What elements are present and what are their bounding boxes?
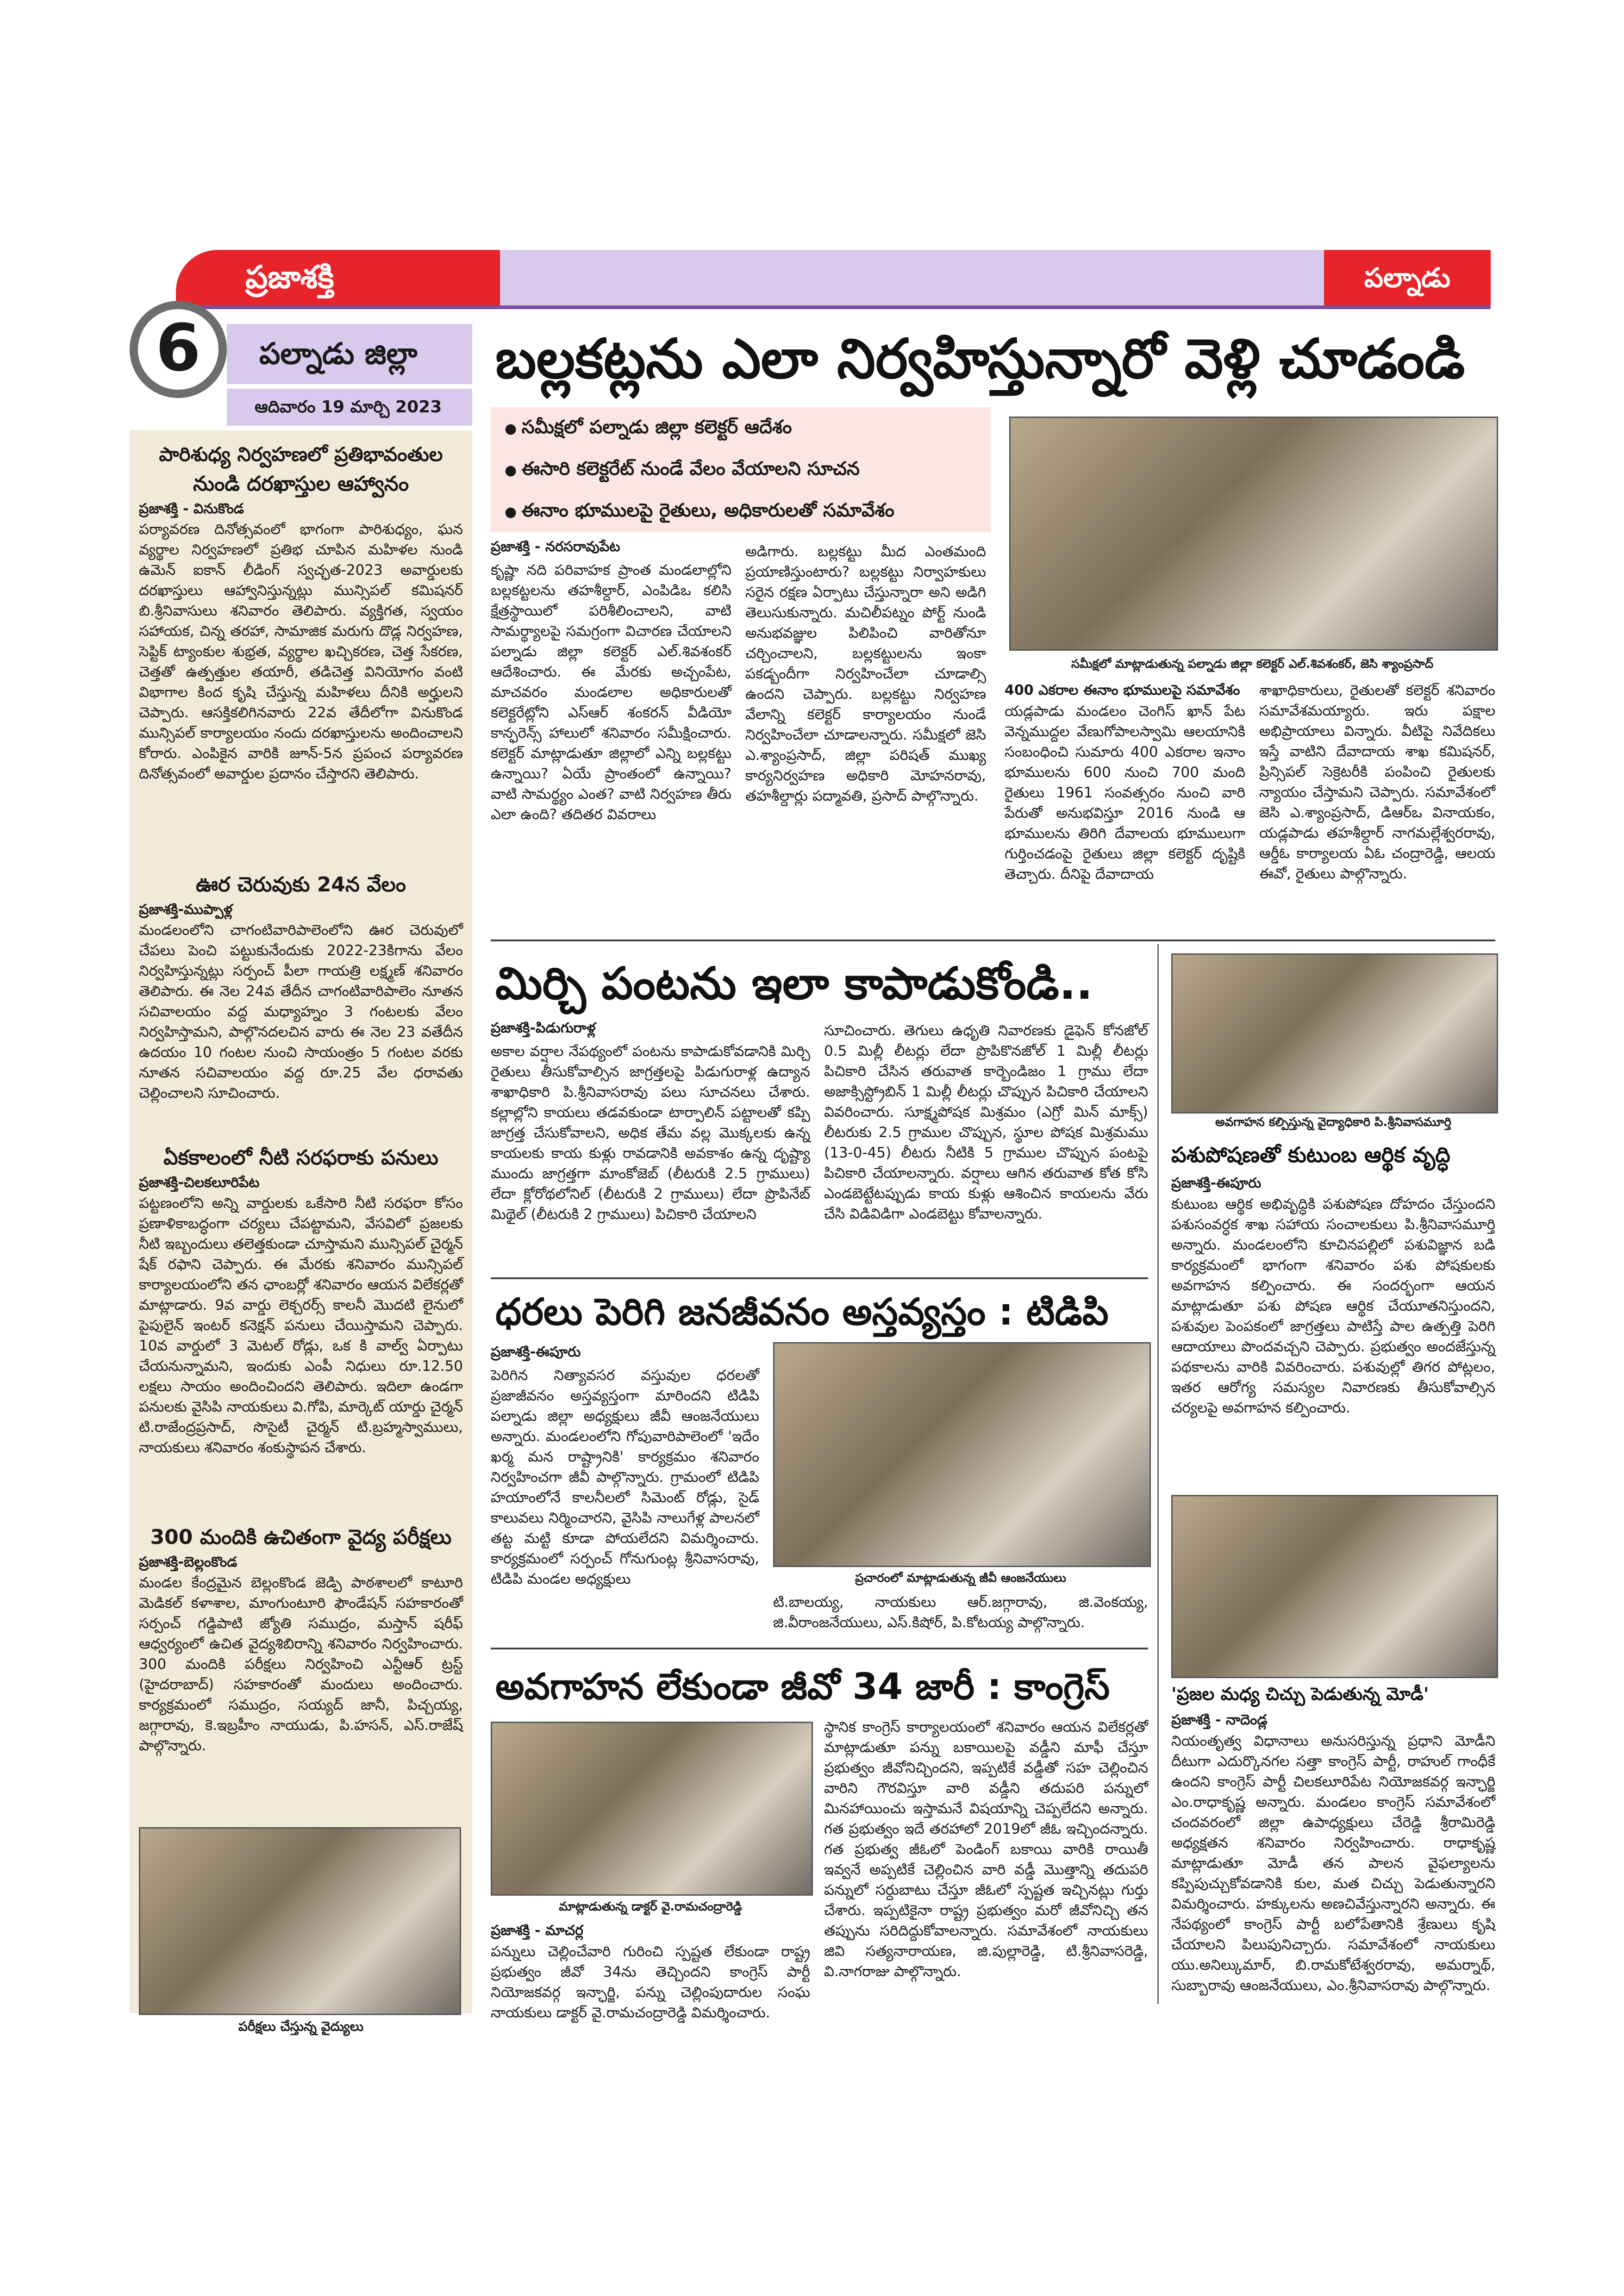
dateline: ప్రజాశక్తి-ఈపూరు [1171, 1175, 1262, 1191]
section-rule [491, 1648, 1148, 1649]
mirchi-column-1: అకాల వర్షాల నేపథ్యంలో పంటను కాపాడుకోవడానికి మిర్చి రైతులు తీసుకోవాల్సిన జాగ్రత్తలపై పిడుగురాళ్ల ఉద్యాన శాఖాధికారి పి.శ్రీనివాసరావు పలు సూచనలు చేశారు. కల్లాల్లోని కాయలు తడవకుండా టార్పాలిన్ పట్టాలతో కప్పి జాగ్రత్త చేసుకోవాలని, అధిక తేమ వల్ల మొక్కలకు ఉన్న కాయలకు కాయ కుళ్లు రావడానికి అవకాశం ఉన్న దృష్ట్యా ముందు జాగ్రత్తగా మాంకోజెబ్ (లీటరుకి 2.5 గ్రాములు) లేదా క్లోరోథలోనిల్ (లీటరుకి 2 గ్రాములు) లేదా ప్రొపినేబ్ మిథైల్ (లీటరుకి 2 గ్రాములు) పిచికారి చేయాలని [491, 1043, 810, 1223]
awareness-photo [1171, 953, 1498, 1114]
story-body: మండలంలోని చాగంటివారిపాలెంలోని ఊర చెరువులో చేపలు పెంచి పట్టుకునేందుకు 2022-23కిగాను వేలం నిర్వహిస్తున్నట్లు సర్పంచ్ పీలా గాయత్రి లక్ష్మణ్ శనివారం తెలిపారు. ఈ నెల 24వ తేదీన చాగంటివారిపాలెం నూతన సచివాలయం వద్ద మధ్యాహ్నం 3 గంటలకు వేలం నిర్వహిస్తామని, పాల్గొనదలచిన వారు ఈ నెల 23 వతేదీన ఉదయం 10 గంటల నుంచి సాయంత్రం 5 గంటల వరకు నూతన సచివాలయం వద్ద రూ.25 వేల ధరావతు చెల్లించాలని సూచించారు. [139, 922, 463, 1101]
photo-caption: అవగాహన కల్పిస్తున్న వైద్యాధికారి పి.శ్రీనివాసమూర్తి [1215, 1115, 1451, 1129]
issue-date: ఆదివారం 19 మార్చి 2023 [255, 398, 442, 417]
lead-column-1: కృష్ణా నది పరివాహక ప్రాంత మండలాల్లోని బల్లకట్టలను తహశీల్దార్, ఎంపిడిఒ కలిసి క్షేత్రస్థాయిలో పరిశీలించాలని, వాటి సామర్థ్యాలపై సమగ్రంగా విచారణ చేయాలని పల్నాడు జిల్లా కలెక్టర్ ఎల్.శివశంకర్ ఆదేశించారు. ఈ మేరకు అచ్చంపేట, మాచవరం మండలాల అధికారులతో కలెక్టరేట్లోని ఎస్ఆర్ శంకరన్ వీడియో కాన్ఫరెన్స్ హాలులో శనివారం సమీక్షించారు. కలెక్టర్ మాట్లాడుతూ జిల్లాలో ఎన్ని బల్లకట్టు ఉన్నాయి? ఏయే ప్రాంతంలో ఉన్నాయి? వాటి సామర్థ్యం ఎంత? వాటి నిర్వహణ తీరు ఎలా ఉంది? తదితర వివరాలు [491, 562, 731, 823]
district-box [227, 324, 472, 384]
photo-caption: సమీక్షలో మాట్లాడుతున్న పల్నాడు జిల్లా కలెక్టర్ ఎల్.శివశంకర్, జెసి శ్యాంప్రసాద్ [1071, 657, 1434, 671]
story-body: పర్యావరణ దినోత్సవంలో భాగంగా పారిశుధ్యం, ఘన వ్యర్థాల నిర్వహణలో ప్రతిభ చూపిన మహిళల నుండి ఉమెన్ ఐకాన్ లీడింగ్ స్వచ్ఛత-2023 అవార్డులకు దరఖాస్తులు ఆహ్వానిస్తున్నట్లు మున్సిపల్ కమిషనర్ బి.శ్రీనివాసులు శనివారం తెలిపారు. వ్యక్తిగత, స్వయం సహాయక, చిన్న తరహా, సామాజిక మరుగు దొడ్ల నిర్వహణ, సెప్టిక్ ట్యాంకుల శుభ్రత, వ్యర్థాల ఖచ్చికరణ, చెత్త సేకరణ, చెత్తతో ఉత్పత్తుల తయారీ, తడిచెత్త వినియోగం వంటి విభాగాల కింద కృషి చేస్తున్న మహిళలు దీనికి అర్హులని చెప్పారు. ఆసక్తికలిగినవారు 22వ తేదీలోగా వినుకొండ మున్సిపల్ కార్యాలయం నందు దరఖాస్తులను అందించాలని కోరారు. ఎంపికైన వారికి జూన్-5న ప్రపంచ పర్యావరణ దినోత్సవంలో అవార్డుల ప్రదానం చేస్తారని తెలిపారు. [139, 521, 463, 782]
dateline: ప్రజాశక్తి - మాచర్ల [491, 1923, 583, 1939]
tdp-column-1: పెరిగిన నిత్యావసర వస్తువుల ధరలతో ప్రజాజీవనం అస్తవ్యస్తంగా మారిందని టిడిపి పల్నాడు జిల్లా అధ్యక్షులు జీవీ ఆంజనేయులు అన్నారు. మండలంలోని గోపువారిపాలెంలో 'ఇదేం ఖర్మ మన రాష్ట్రానికి' కార్యక్రమం శనివారం నిర్వహించగా జీవీ పాల్గొన్నారు. గ్రామంలో టిడిపి హయాంలోనే కాలనీలలో సిమెంట్ రోడ్లు, సైడ్ కాలువలు నిర్మించారని, వైసిపి నాలుగేళ్ల పాలనలో తట్ట మట్టి కూడా పోయలేదని విమర్శించారు. కార్యక్రమంలో సర్పంచ్ గోనుగుంట్ల శ్రీనివాసరావు, టిడిపి మండల అధ్యక్షులు [491, 1367, 759, 1587]
region-name: పల్నాడు [1364, 262, 1451, 293]
page-number: 6 [130, 301, 227, 398]
section-rule [491, 940, 1495, 941]
dateline: ప్రజాశక్తి-ఈపూరు [491, 1344, 581, 1360]
lead-bullet: ● ఈసారి కలెక్టరేట్ నుండే వేలం వేయాలని సూచన [491, 449, 991, 491]
dateline: ప్రజాశక్తి-చిలకలూరిపేట [139, 1175, 260, 1191]
story-body: పట్టణంలోని అన్ని వార్డులకు ఒకేసారి నీటి సరఫరా కోసం ప్రణాళికాబద్ధంగా చర్యలు చేపట్టామని, వేసవిలో ప్రజలకు నీటి ఇబ్బందులు తలెత్తకుండా చూస్తామని మున్సిపల్ చైర్మన్ షేక్ రఫాని చెప్పారు. ఈ మేరకు శనివారం మున్సిపల్ కార్యాలయంలోని తన ఛాంబర్లో శనివారం ఆయన విలేకర్లతో మాట్లాడారు. 9వ వార్డు లెక్చరర్స్ కాలనీ మొదటి లైనులో పైపులైన్ ఇంటర్ కనెక్షన్ పనులు చేయిస్తామని చెప్పారు. 10వ వార్డులో 3 మెటల్ రోడ్లు, ఒక కి వాల్వ్ ఏర్పాటు చేయనున్నామని, ఇందుకు ఎంపీ నిధులు రూ.12.50 లక్షలు సాయం అందించిందని తెలిపారు. ఇదిలా ఉండగా పనులకు వైసిపి నాయకులు వి.గోపి, మార్కెట్ యార్డు చైర్మన్ టి.రాజేంద్రప్రసాద్, సొసైటీ చైర్మన్ టి.బ్రహ్మస్వాములు, నాయకులు శనివారం శంకుస్థాపన చేశారు. [139, 1195, 463, 1456]
photo-caption: పరీక్షలు చేస్తున్న వైద్యులు [238, 2019, 364, 2034]
congress-column-1: పన్నులు చెల్లించేవారి గురించి స్పష్టత లేకుండా రాష్ట్ర ప్రభుత్వం జీవో 34ను తెచ్చిందని కాంగ్రెస్ పార్టీ నియోజకవర్గ ఇన్ఛార్జి, పన్ను చెల్లింపుదారుల సంఘ నాయకులు డాక్టర్ వై.రామచంద్రారెడ్డి విమర్శించారు. [491, 1943, 810, 2021]
pasupo-body: కుటుంబ ఆర్థిక అభివృద్ధికి పశుపోషణ దోహదం చేస్తుందని పశుసంవర్ధక శాఖ సహాయ సంచాలకులు పి.శ్రీనివాసమూర్తి అన్నారు. మండలంలోని కూచినపల్లిలో పశువిజ్ఞాన బడి కార్యక్రమంలో భాగంగా శనివారం పశు పోషకులకు అవగాహన కల్పించారు. ఈ సందర్భంగా ఆయన మాట్లాడుతూ పశు పోషణ ఆర్థిక చేయూతనిస్తుందని, పశువుల పెంపకంలో జాగ్రత్తలు పాటిస్తే పాల ఉత్పత్తి పెరిగి ఆదాయాలు పొందవచ్చని చెప్పారు. ప్రభుత్వం అందజేస్తున్న పథకాలను వారికి వివరించారు. పశువుల్లో తిగర పోట్లలం, ఇతర ఆరోగ్య సమస్యల నివారణకు తీసుకోవాల్సిన చర్యలపై అవగాహన కల్పించారు. [1171, 1196, 1495, 1416]
story-headline: నుండి దరఖాస్తుల ఆహ్వానం [193, 472, 409, 496]
tdp-headline: ధరలు పెరిగి జనజీవనం అస్తవ్యస్తం : టిడిపి [495, 1290, 1109, 1333]
date-box [227, 389, 472, 426]
sidebar-story-4 [139, 1523, 463, 2038]
photo-caption: మాట్లాడుతున్న డాక్టర్ వై.రామచంద్రారెడ్డి [559, 1900, 742, 1914]
doctors-photo [139, 1827, 461, 2015]
lead-bullets [491, 407, 991, 532]
dateline: ప్రజాశక్తి - నరసరావుపేట [491, 539, 620, 555]
sidebar-story-3 [139, 1143, 463, 1526]
dateline: ప్రజాశక్తి-ముప్పాళ్ల [139, 902, 233, 918]
dateline: ప్రజాశక్తి-బెల్లంకొండ [139, 1554, 237, 1570]
dateline: ప్రజాశక్తి - నాదెండ్ల [1171, 1712, 1268, 1728]
photo-caption: ప్రచారంలో మాట్లాడుతున్న జీవీ ఆంజనేయులు [855, 1571, 1066, 1585]
congress-column-2: స్థానిక కాంగ్రెస్ కార్యాలయంలో శనివారం ఆయన విలేకర్లతో మాట్లాడుతూ పన్ను బకాయిలపై వడ్డీని మాఫీ చేస్తూ ప్రభుత్వం జీవోనిచ్చిందని, ఇప్పటికే వడ్డీతో సహ చెల్లించిన వారిని గౌరవిస్తూ వారి వడ్డీని తదుపరి పన్నులో మినహాయించు ఇస్తామనే విషయాన్ని చెప్పలేదని అన్నారు. గత ప్రభుత్వం ఇదే తరహాలో 2019లో జీఓ ఇచ్చిందన్నారు. గత ప్రభుత్వ జీఓలో పెండింగ్ బకాయి వారికి రాయితీ ఇవ్వనే అప్పటికే చెల్లించిన వారి వడ్డీ మొత్తాన్ని తదుపరి పన్నులో సర్దుబాటు చేస్తూ జీఓలో స్పష్టత ఇచ్చినట్లు గుర్తు చేశారు. ఇప్పటికైనా రాష్ట్ర ప్రభుత్వం మరో జీవోనిచ్చి తన తప్పును సరిదిద్దుకోవాలన్నారు. సమావేశంలో నాయకులు జివి సత్యనారాయణ, జి.పుల్లారెడ్డి, టి.శ్రీనివాసరెడ్డి, వి.నాగరాజు పాల్గొన్నారు. [824, 1719, 1148, 1980]
congress-headline: అవగాహన లేకుండా జీవో 34 జారీ : కాంగ్రెస్ [495, 1666, 1110, 1708]
collector-review-photo [1009, 417, 1498, 651]
masthead-region-band [1324, 250, 1491, 305]
story-headline: ఊర చెరువుకు 24న వేలం [196, 873, 406, 896]
sidebar-story-1 [139, 440, 463, 843]
section-rule [491, 1277, 1148, 1279]
lead-column-3: యడ్లపాడు మండలం చెంగిస్ ఖాన్ పేట వెన్నముద్దల వేణుగోపాలస్వామి ఆలయానికి సంబంధించి సుమారు 400 ఎకరాల ఇనాం భూములను 600 నుంచి 700 మంది రైతులు 1961 సంవత్సరం నుంచి వారి పేరుతో అనుభవిస్తూ 2016 నుండి ఆ భూములను తిరిగి దేవాలయ భూములుగా గుర్తించడంపై రైతులు జిల్లా కలెక్టర్ దృష్టికి తెచ్చారు. దీనిపై దేవాదాయ [1005, 703, 1245, 883]
dateline: ప్రజాశక్తి - వినుకొండ [139, 501, 244, 517]
story-headline: పారిశుధ్య నిర్వహణలో ప్రతిభావంతుల [159, 443, 443, 466]
lead-bullet: ● సమీక్షలో పల్నాడు జిల్లా కలెక్టర్ ఆదేశం [491, 407, 991, 449]
tdp-column-2: టి.బాలయ్య, నాయకులు ఆర్.జగ్గారావు, జి.వెంకయ్య, జి.వీరాంజనేయులు, ఎస్.కిషోర్, పి.కోటయ్య పాల్గొన్నారు. [773, 1594, 1148, 1631]
campaign-photo [773, 1342, 1151, 1567]
story-headline: 300 మందికి ఉచితంగా వైద్య పరీక్షలు [150, 1525, 452, 1549]
district-title: పల్నాడు జిల్లా [259, 337, 418, 371]
masthead-rule [176, 305, 1491, 309]
modi-body: నియంతృత్వ విధానాలు అనుసరిస్తున్న ప్రధాని మోడీని దీటుగా ఎదుర్కొనగల సత్తా కాంగ్రెస్ పార్టీ, రాహుల్ గాంధీకే ఉందని కాంగ్రెస్ పార్టీ చిలకలూరిపేట నియోజకవర్గ ఇన్ఛార్జి ఎం.రాధాకృష్ణ అన్నారు. మండలం కాంగ్రెస్ సమావేశంలో చందవరంలో జిల్లా ఉపాధ్యక్షులు చేరెడ్డి శ్రీరామిరెడ్డి అధ్యక్షతన శనివారం నిర్వహించారు. రాధాకృష్ణ మాట్లాడుతూ మోడీ తన పాలన వైఫల్యాలను కప్పిపుచ్చుకోవడానికి కుల, మత చిచ్చు పెడుతున్నారని విమర్శించారు. హక్కులను అణచివేస్తున్నారని అన్నారు. ఈ నేపథ్యంలో కాంగ్రెస్ పార్టీ బలోపేతానికి శ్రేణులు కృషి చేయాలని పిలుపునిచ్చారు. సమావేశంలో నాయకులు యు.అనిల్కుమార్, బి.రామకోటేశ్వరరావు, అమర్నాథ్, సుబ్బారావు ఆంజనేయులు, ఎం.శ్రీనివాసరావు పాల్గొన్నారు. [1171, 1733, 1495, 1994]
lead-subheading: 400 ఎకరాల ఈనాం భూములపై సమావేశం [1005, 682, 1240, 698]
doctor-speaking-photo [491, 1722, 813, 1896]
mirchi-column-2: సూచించారు. తెగులు ఉధృతి నివారణకు డైఫెన్ కోనజోల్ 0.5 మిల్లీ లీటర్లు లేదా ప్రొపికొనజోల్ 1 మిల్లీ లీటర్లు పిచికారి చేసిన తరువాత కార్బెండిజం 1 గ్రాము లేదా అజాక్సిస్ట్రోబిన్ 1 మిల్లీ లీటర్లు చొప్పున పిచికారి చేయాలని వివరించారు. సూక్ష్మపోషక మిశ్రమం (ఎగ్రో మిన్ మాక్స్) లీటరుకు 2.5 గ్రాముల చొప్పున, స్థూల పోషక మిశ్రమము (13-0-45) లీటరు నీటికి 5 గ్రాముల చొప్పున పంటపై పిచికారి చేయాలన్నారు. వర్షాలు ఆగిన తరువాత కోత కోసి ఎండబెట్టేటప్పుడు కాయ కుళ్లు ఆశించిన కాయలను వేరు చేసి విడివిడిగా ఎండబెట్టు కోవాలన్నారు. [824, 1022, 1148, 1222]
mirchi-headline: మిర్చి పంటను ఇలా కాపాడుకోండి.. [495, 958, 1093, 1009]
lead-bullet: ● ఈనాం భూములపై రైతులు, అధికారులతో సమావేశం [491, 491, 991, 532]
column-divider [1157, 944, 1159, 2004]
modi-headline: 'ప్రజల మధ్య చిచ్చు పెడుతున్న మోడీ' [1171, 1684, 1429, 1704]
sidebar-story-2 [139, 870, 463, 1142]
congress-leaders-photo [1171, 1495, 1498, 1678]
masthead-brand-band [176, 250, 500, 305]
story-headline: ఏకకాలంలో నీటి సరఫరాకు పనులు [163, 1146, 438, 1170]
masthead-band [500, 250, 1324, 305]
lead-column-2: అడిగారు. బల్లకట్టు మీద ఎంతమంది ప్రయాణిస్తుంటారు? బల్లకట్టు నిర్వాహకులు సరైన రక్షణ ఏర్పాటు చేస్తున్నారా అని అడిగి తెలుసుకున్నారు. మచిలీపట్నం పోర్ట్ నుండి అనుభవజ్ఞుల పిలిపించి వారితోనూ చర్చించాలని, బల్లకట్టులను ఇంకా పకడ్బందీగా నిర్వహించేలా చూడాల్సి ఉందని చెప్పారు. బల్లకట్టు నిర్వహణ వేలాన్ని కలెక్టర్ కార్యాలయం నుండే నిర్వహించేలా చూడాలన్నారు. సమీక్షలో జెసి ఎ.శ్యాంప్రసాద్, జిల్లా పరిషత్ ముఖ్య కార్యనిర్వహణ అధికారి మోహనరావు, తహశీల్దార్లు పద్మావతి, ప్రసాద్ పాల్గొన్నారు. [745, 543, 986, 804]
pasupo-headline: పశుపోషణతో కుటుంబ ఆర్థిక వృద్ధి [1171, 1142, 1450, 1167]
lead-column-4: శాఖాధికారులు, రైతులతో కలెక్టర్ శనివారం సమావేశమయ్యారు. ఇరు పక్షాల అభిప్రాయాలు విన్నారు. వీటిపై నివేదికలు ఇస్తే వాటిని దేవాదాయ శాఖ కమిషనర్, ప్రిన్సిపల్ సెక్రెటరీకి పంపించి రైతులకు న్యాయం చేస్తామని చెప్పారు. సమావేశంలో జెసి ఎ.శ్యాంప్రసాద్, డిఆర్ఒ వినాయకం, యడ్లపాడు తహశీల్దార్ నాగమల్లేశ్వరరావు, ఆర్డీఓ కార్యాలయ ఏఓ చంద్రారెడ్డి, ఆలయ ఈవో, రైతులు పాల్గొన్నారు. [1259, 682, 1495, 882]
lead-headline: బల్లకట్లను ఎలా నిర్వహిస్తున్నారో వెళ్లి చూడండి [495, 327, 1465, 391]
story-body: మండల కేంద్రమైన బెల్లంకొండ జెడ్పి పాఠశాలలో కాటూరి మెడికల్ కళాశాల, మాంగుంటూరి ఫౌండేషన్ సహకారంతో సర్పంచ్ గడ్డిపాటి జ్యోతి సముద్రం, మస్తాన్ షరీఫ్ ఆధ్వర్యంలో ఉచిత వైద్యశిబిరాన్ని శనివారం నిర్వహించారు. 300 మందికి పరీక్షలు నిర్వహించి ఎన్టీఆర్ ట్రస్ట్ (హైదరాబాద్) సహకారంతో మందులు అందించారు. కార్యక్రమంలో సముద్రం, సయ్యద్ జానీ, పిచ్చయ్య, జగ్గారావు, కె.ఇబ్రహీం నాయుడు, పి.హసన్, ఎస్.రాజేష్ పాల్గొన్నారు. [139, 1574, 463, 1754]
dateline: ప్రజాశక్తి-పిడుగురాళ్ల [491, 1020, 596, 1036]
brand-name: ప్రజాశక్తి [245, 259, 334, 296]
